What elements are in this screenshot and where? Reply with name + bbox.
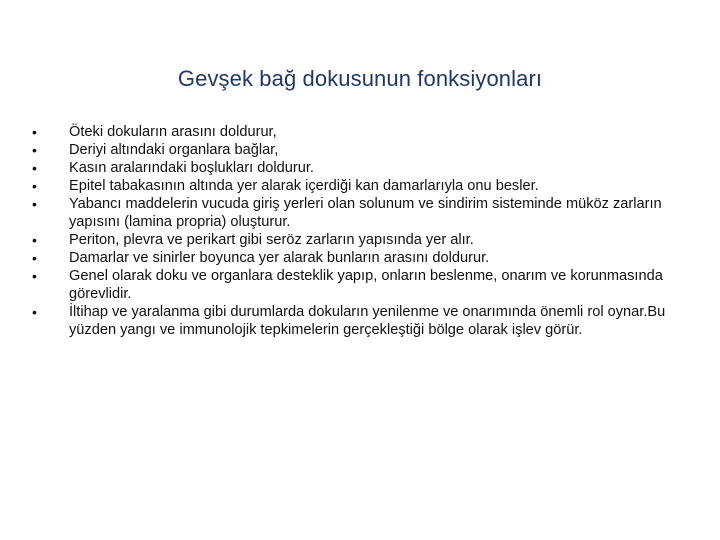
bullet-item (32, 177, 682, 195)
bullet-icon: • (32, 142, 37, 158)
bullet-icon: • (32, 250, 37, 266)
bullet-item (32, 303, 682, 339)
bullet-icon: • (32, 304, 37, 320)
bullet-text: Öteki dokuların arasını doldurur, (69, 124, 277, 140)
bullet-icon: • (32, 268, 37, 284)
bullet-list (32, 123, 682, 339)
slide-title: Gevşek bağ dokusunun fonksiyonları (177, 66, 543, 91)
bullet-icon: • (32, 178, 37, 194)
bullet-text: Deriyi altındaki organlara bağlar, (69, 142, 279, 158)
bullet-text: İltihap ve yaralanma gibi durumlarda dokuların yenilenme ve onarımında önemli rol oynar.Bu yüzden yangı ve immunolojik tepkimelerin gerçekleştiği bölge olarak işlev görür. (69, 304, 666, 338)
bullet-item (32, 123, 682, 141)
bullet-item (32, 249, 682, 267)
bullet-icon: • (32, 196, 37, 212)
bullet-text: Epitel tabakasının altında yer alarak içerdiği kan damarlarıyla onu besler. (69, 178, 539, 194)
bullet-text: Yabancı maddelerin vucuda giriş yerleri olan solunum ve sindirim sisteminde müköz zarların yapısını (lamina propria) oluşturur. (69, 196, 662, 230)
bullet-item (32, 267, 682, 303)
bullet-icon: • (32, 232, 37, 248)
bullet-text: Periton, plevra ve perikart gibi seröz zarların yapısında yer alır. (69, 232, 474, 248)
bullet-text: Genel olarak doku ve organlara desteklik yapıp, onların beslenme, onarım ve korunmasında görevlidir. (69, 268, 663, 302)
bullet-text: Damarlar ve sinirler boyunca yer alarak bunların arasını doldurur. (69, 250, 490, 266)
bullet-item (32, 141, 682, 159)
bullet-item (32, 159, 682, 177)
bullet-item (32, 195, 682, 231)
bullet-icon: • (32, 160, 37, 176)
bullet-item (32, 231, 682, 249)
bullet-text: Kasın aralarındaki boşlukları doldurur. (69, 160, 314, 176)
bullet-icon: • (32, 124, 37, 140)
